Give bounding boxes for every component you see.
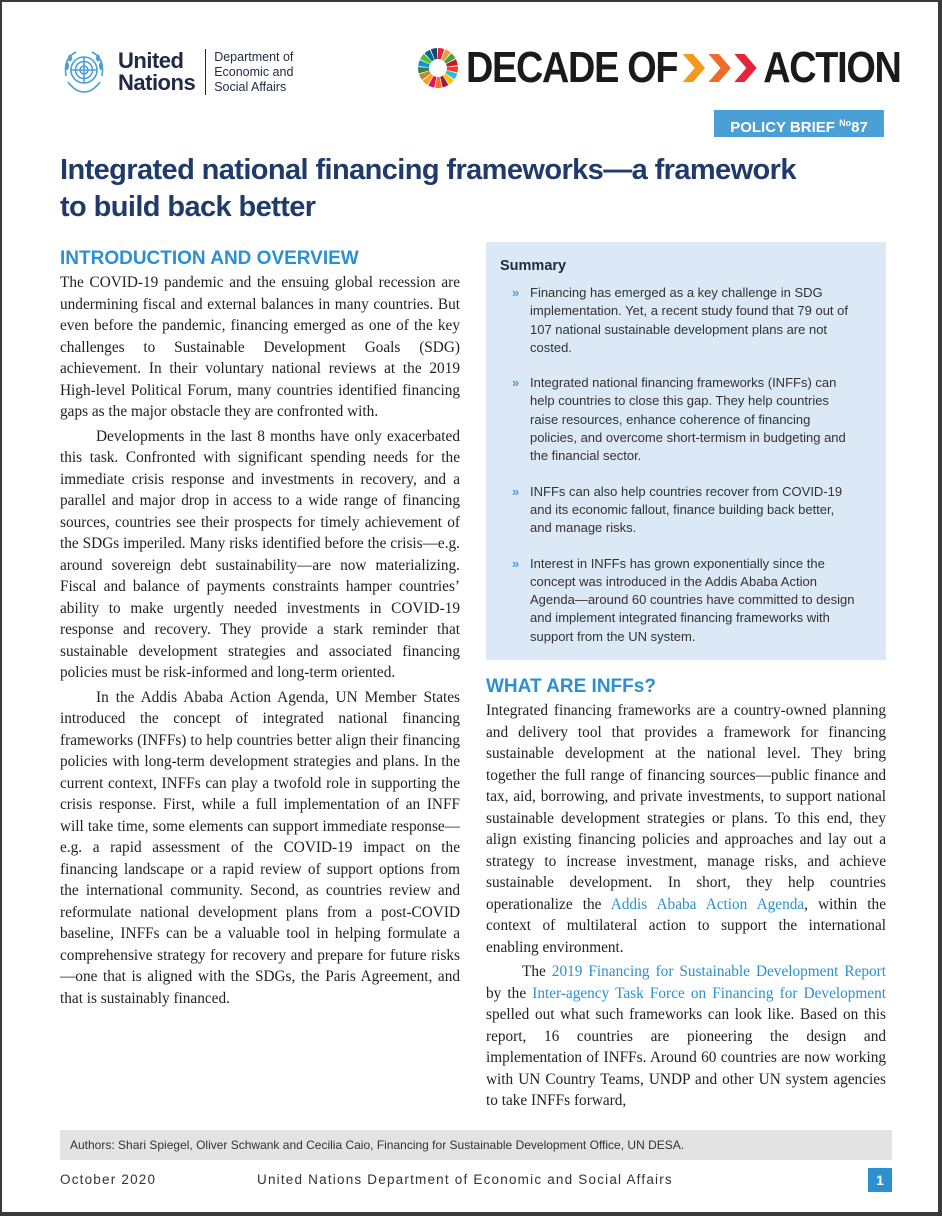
decade-of-action-text	[466, 44, 901, 92]
policy-no-label: No	[839, 118, 852, 128]
decade-of-label: DECADE OF	[466, 43, 678, 92]
footer-organization: United Nations Department of Economic and Social Affairs	[257, 1172, 673, 1187]
summary-item	[500, 483, 858, 538]
inffs-p2-text-end: spelled out what such frameworks can look like. Based on this report, 16 countries are pioneering the design and implementation of INFFs. Around 60 countries are now working with UN Country Teams, UNDP and other UN system agencies to take INFFs forward,	[486, 1006, 886, 1110]
page-title: Integrated national financing frameworks—a framework to build back better	[60, 154, 796, 223]
policy-number: 87	[851, 119, 868, 136]
dept-line2: Economic and	[214, 64, 294, 79]
footer-date: October 2020	[60, 1172, 157, 1187]
un-name-line1: United	[118, 48, 184, 73]
un-wordmark	[118, 50, 195, 94]
bullet-chevron-icon: »	[512, 285, 520, 300]
summary-item-text: Integrated national financing frameworks (INFFs) can help countries to close this gap. They help countries raise resources, enhance coherence of financing policies, and overcome short-termism in budgeting and the financial sector.	[530, 375, 846, 464]
summary-item	[500, 374, 858, 465]
dept-line1: Department of	[214, 49, 294, 64]
intro-paragraph-1: The COVID-19 pandemic and the ensuing global recession are undermining fiscal and external balances in many countries. But even before the pandemic, financing emerged as one of the key challenges to Sustainable Development Goals (SDG) achievement. In their voluntary national reviews at the 2019 High-level Political Forum, many countries identified financing gaps as the major obstacle they are confronted with.	[60, 274, 460, 420]
fsdr-2019-link[interactable]: 2019 Financing for Sustainable Development Report	[551, 963, 887, 981]
intro-paragraph-3: In the Addis Ababa Action Agenda, UN Member States introduced the concept of integrated national financing frameworks (INFFs) to help countries better align their financing policies with long-term development strategies and plans. In the current context, INFFs can play a twofold role in supporting the crisis response. First, while a full implementation of an INFF will take time, some elements can support immediate response—e.g. a rapid assessment of the COVID-19 impact on the financing landscape or a rapid review of support options from the international community. Second, as countries review and reformulate national development plans from a post-COVID baseline, INFFs can be a valuable tool in helping formulate a comprehensive strategy for recovery and prepare for future risks—one that is aligned with the SDGs, the Paris Agreement, and that is sustainably financed.	[60, 688, 460, 1007]
department-name	[214, 50, 293, 95]
inffs-paragraph-2	[486, 961, 886, 1112]
inffs-p2-text-mid: by the	[486, 984, 533, 1002]
summary-list	[500, 284, 858, 646]
inffs-section	[486, 674, 886, 1112]
decade-of-action-logo	[416, 44, 938, 92]
inffs-paragraph-1	[486, 700, 886, 958]
intro-heading: INTRODUCTION AND OVERVIEW	[60, 248, 359, 269]
summary-heading: Summary	[500, 258, 567, 274]
bullet-chevron-icon: »	[512, 555, 520, 571]
un-logo	[58, 46, 293, 98]
un-name-line2: Nations	[118, 70, 196, 95]
bullet-chevron-icon: »	[512, 375, 520, 391]
intro-paragraph-2: Developments in the last 8 months have only exacerbated this task. Confronted with significant spending needs for the immediate crisis response and investments in recovery, and a parallel and major drop in access to a wide range of financing sources, countries see their prospects for timely achievement of the SDGs imperiled. Many risks identified before the crisis—e.g. around sovereign debt sustainability—are now materializing. Fiscal and balance of payments constraints hamper countries’ ability to make urgently needed investments in COVID-19 response and recovery. They provide a stark reminder that sustainable development strategies and associated financing policies must be risk-informed and long-term oriented.	[60, 427, 460, 681]
un-emblem-icon	[58, 46, 110, 98]
summary-item	[500, 555, 858, 646]
dept-line3: Social Affairs	[214, 79, 287, 94]
sdg-wheel-icon	[416, 46, 460, 90]
policy-brief-badge	[714, 110, 884, 137]
inffs-p1-text-end: , within the context of multilateral action to support the international enabling environment.	[486, 895, 886, 956]
inffs-heading: WHAT ARE INFFs?	[486, 676, 656, 698]
logo-divider	[205, 49, 206, 95]
summary-item	[500, 284, 858, 357]
summary-box	[486, 242, 886, 660]
bullet-chevron-icon: »	[512, 483, 520, 499]
action-label: ACTION	[763, 43, 901, 92]
summary-item-text: Interest in INFFs has grown exponentially since the concept was introduced in the Addis Ababa Action Agenda—around 60 countries have committed to design and implement integrated financing frameworks with support from the UN system.	[530, 555, 855, 644]
inffs-p2-text: The	[522, 963, 552, 981]
left-column	[60, 246, 460, 1009]
addis-ababa-link[interactable]: Addis Ababa Action Agenda	[610, 895, 805, 913]
chevrons-icon	[681, 51, 760, 85]
iatf-link[interactable]: Inter-agency Task Force on Financing for Development	[532, 984, 886, 1002]
right-column	[486, 242, 886, 1112]
inffs-p1-text: Integrated financing frameworks are a country-owned planning and delivery tool that provides a framework for financing sustainable development at the national level. They bring together the full range of financing sources—public finance and tax, aid, borrowing, and private investments, to support national sustainable development strategies or plans. To this end, they align existing financing policies and approaches and lay out a strategy to increase investment, manage risks, and achieve sustainable development. In short, they help countries operationalize the	[486, 702, 886, 913]
authors-bar: Authors: Shari Spiegel, Oliver Schwank and Cecilia Caio, Financing for Sustainable Development Office, UN DESA.	[60, 1130, 892, 1160]
policy-brief-label: POLICY BRIEF	[730, 119, 835, 136]
page-number: 1	[868, 1168, 892, 1192]
summary-item-text: INFFs can also help countries recover from COVID-19 and its economic fallout, finance building back better, and manage risks.	[530, 483, 843, 536]
policy-brief-page	[2, 2, 938, 1212]
summary-item-text: Financing has emerged as a key challenge in SDG implementation. Yet, a recent study found that 79 out of 107 national sustainable development plans are not costed.	[530, 285, 848, 355]
